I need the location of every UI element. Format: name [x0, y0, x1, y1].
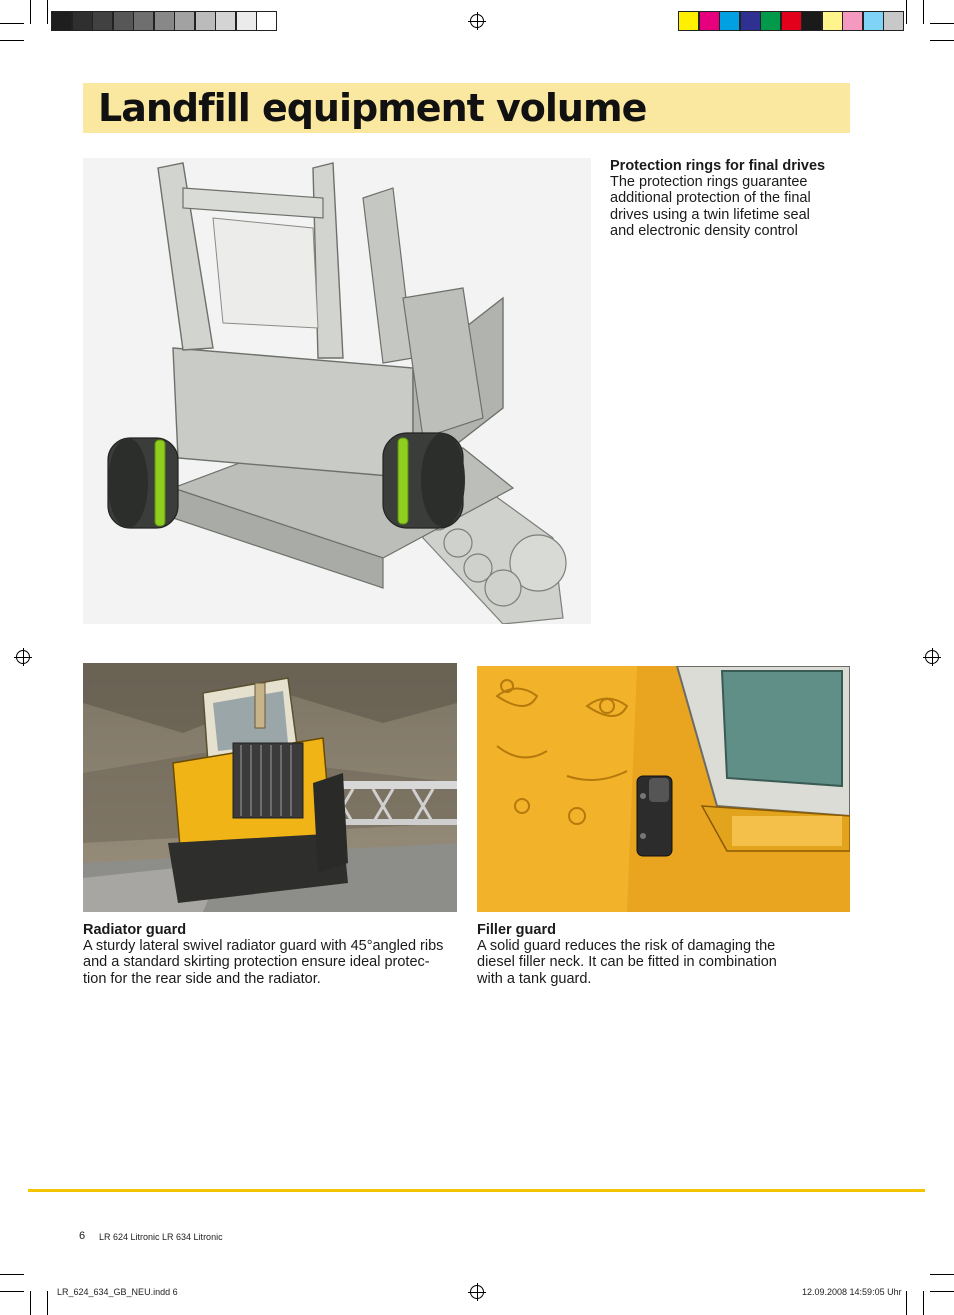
radiator-guard-section — [83, 922, 463, 987]
grey-swatch — [133, 11, 154, 31]
process-swatch — [863, 11, 884, 31]
protection-rings-line: and electronic density control — [610, 222, 798, 239]
slug-timestamp: 12.09.2008 14:59:05 Uhr — [802, 1287, 902, 1297]
protection-rings-section — [610, 158, 850, 239]
protection-rings-heading: Protection rings for final drives — [610, 158, 826, 174]
grey-swatch — [174, 11, 195, 31]
grey-swatch — [215, 11, 236, 31]
protection-rings-line: additional protection of the final — [610, 190, 811, 207]
grey-swatch — [72, 11, 93, 31]
registration-mark-icon — [470, 14, 484, 28]
process-swatch — [883, 11, 904, 31]
process-swatch — [842, 11, 863, 31]
radiator-guard-line: A sturdy lateral swivel radiator guard with 45°angled ribs — [83, 938, 444, 954]
grey-swatch — [92, 11, 113, 31]
grey-swatch — [236, 11, 257, 31]
page-number: 6 — [79, 1230, 86, 1242]
registration-mark-icon — [925, 650, 939, 664]
slug-file: LR_624_634_GB_NEU.indd 6 — [57, 1287, 178, 1297]
process-swatch — [678, 11, 699, 31]
grey-swatch — [113, 11, 134, 31]
filler-guard-line: diesel filler neck. It can be fitted in combination — [477, 954, 777, 971]
radiator-guard-line: tion for the rear side and the radiator. — [83, 970, 321, 987]
process-swatch — [781, 11, 802, 31]
radiator-guard-heading: Radiator guard — [83, 922, 187, 938]
registration-mark-icon — [16, 650, 30, 664]
radiator-guard-photo — [83, 663, 457, 912]
process-swatch — [719, 11, 740, 31]
registration-mark-icon — [470, 1285, 484, 1299]
grey-swatch — [51, 11, 72, 31]
process-swatch — [801, 11, 822, 31]
filler-guard-heading: Filler guard — [477, 922, 556, 938]
process-swatch — [760, 11, 781, 31]
filler-guard-line: with a tank guard. — [477, 970, 592, 987]
radiator-guard-line: and a standard skirting protection ensure ideal protec- — [83, 954, 430, 971]
process-swatch — [822, 11, 843, 31]
grey-swatch — [154, 11, 175, 31]
footer-product: LR 624 Litronic LR 634 Litronic — [99, 1232, 223, 1242]
filler-guard-section — [477, 922, 850, 987]
process-swatch — [740, 11, 761, 31]
grey-swatch — [195, 11, 216, 31]
filler-guard-line: A solid guard reduces the risk of damaging the — [477, 938, 776, 954]
footer-rule — [28, 1189, 925, 1192]
protection-rings-line: The protection rings guarantee — [610, 174, 808, 190]
filler-guard-illustration — [477, 666, 850, 912]
protection-rings-line: drives using a twin lifetime seal — [610, 206, 810, 223]
undercarriage-illustration — [83, 158, 591, 624]
page-title: Landfill equipment volume — [98, 86, 647, 130]
grey-swatch — [256, 11, 277, 31]
process-swatch — [699, 11, 720, 31]
